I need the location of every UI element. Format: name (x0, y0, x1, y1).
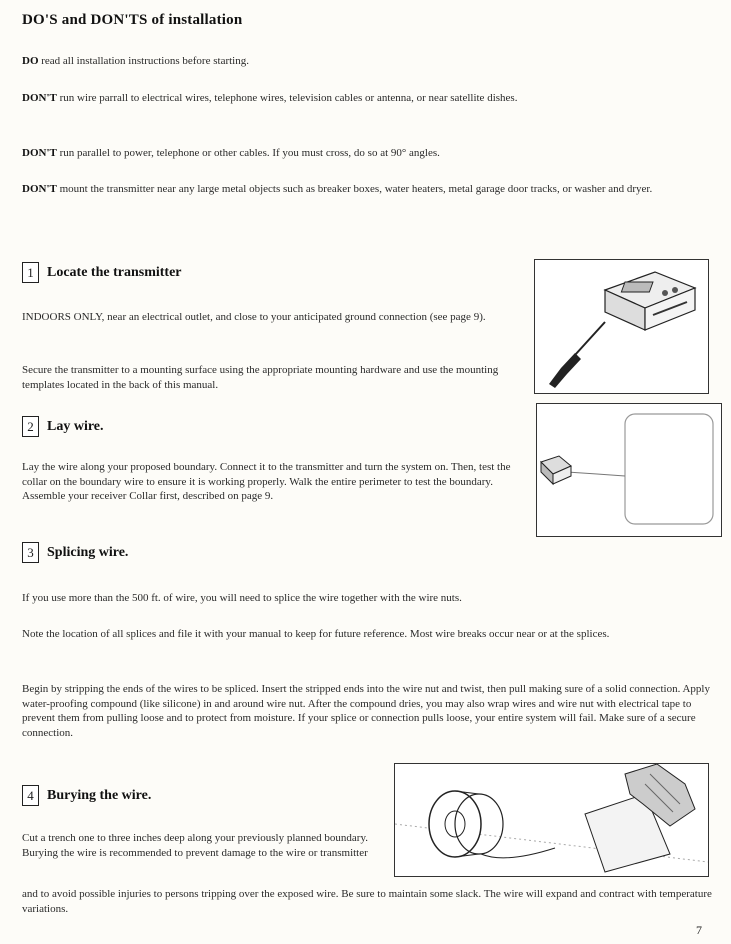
rule-label: DON'T (22, 92, 57, 104)
step-title: Splicing wire. (47, 545, 129, 561)
rule-do (22, 54, 702, 69)
step-1-paragraph-2: Secure the transmitter to a mounting surface using the appropriate mounting hardware and use the mounting templates located in the back of this manual. (22, 364, 499, 391)
step-4-paragraph-1: Cut a trench one to three inches deep along your previously planned boundary. Burying the wire is recommended to prevent damage to the wire or transmitter (22, 832, 368, 859)
rule-dont-parallel (22, 146, 702, 161)
step-number: 4 (22, 785, 39, 806)
rule-dont-wires (22, 91, 682, 106)
rule-text: mount the transmitter near any large metal objects such as breaker boxes, water heaters, metal garage door tracks, or washer and dryer. (56, 183, 653, 195)
rule-text: run wire parrall to electrical wires, telephone wires, television cables or antenna, or near satellite dishes. (56, 92, 518, 104)
step-4-header (22, 785, 151, 806)
step-1-header (22, 262, 182, 283)
page-number: 7 (696, 923, 702, 937)
step-2-paragraph-1: Lay the wire along your proposed boundary. Connect it to the transmitter and turn the system on. Then, test the collar on the boundary wire to ensure it is working properly. Walk the entire perimeter to test the boundary. Assemble your receiver Collar first, described on page 9. (22, 461, 511, 502)
rule-dont-metal (22, 182, 712, 197)
step-title: Lay wire. (47, 419, 104, 435)
rule-label: DON'T (22, 183, 57, 195)
step-3-paragraph-1: If you use more than the 500 ft. of wire, you will need to splice the wire together with the wire nuts. (22, 592, 462, 604)
boundary-loop-icon (537, 404, 721, 536)
burying-wire-illustration (394, 763, 709, 877)
step-3-header (22, 542, 128, 563)
step-number: 1 (22, 262, 39, 283)
step-title: Locate the transmitter (47, 265, 182, 281)
boundary-illustration (536, 403, 722, 537)
step-2-header (22, 416, 104, 437)
rule-label: DO (22, 55, 39, 67)
step-4-paragraph-2: and to avoid possible injuries to persons tripping over the exposed wire. Be sure to maintain some slack. The wire will expand and contract with temperature variations. (22, 888, 712, 915)
rule-label: DON'T (22, 147, 57, 159)
step-title: Burying the wire. (47, 788, 152, 804)
rule-text: run parallel to power, telephone or other cables. If you must cross, do so at 90° angles. (56, 147, 440, 159)
step-3-paragraph-3: Begin by stripping the ends of the wires to be spliced. Insert the stripped ends into the wire nut and twist, then pull making sure of a solid connection. Apply water-proofing compound (like silicone) in and around wire nut. After the compound dries, you may also wrap wires and wire nut with electrical tape to prevent them from pulling loose and to protect from moisture. If your splice or connection pulls loose, your entire system will fail. Make sure of a secure connection. (22, 683, 710, 739)
step-number: 3 (22, 542, 39, 563)
step-3-paragraph-2: Note the location of all splices and file it with your manual to keep for future reference. Most wire breaks occur near or at the splices. (22, 628, 610, 640)
rule-text: read all installation instructions before starting. (38, 55, 249, 67)
page-heading: DO'S and DON'TS of installation (22, 12, 243, 28)
step-number: 2 (22, 416, 39, 437)
transmitter-screwdriver-icon (535, 260, 708, 393)
transmitter-illustration (534, 259, 709, 394)
step-1-paragraph-1: INDOORS ONLY, near an electrical outlet, and close to your anticipated ground connection (see page 9). (22, 311, 486, 323)
wire-spool-trench-icon (395, 764, 708, 876)
